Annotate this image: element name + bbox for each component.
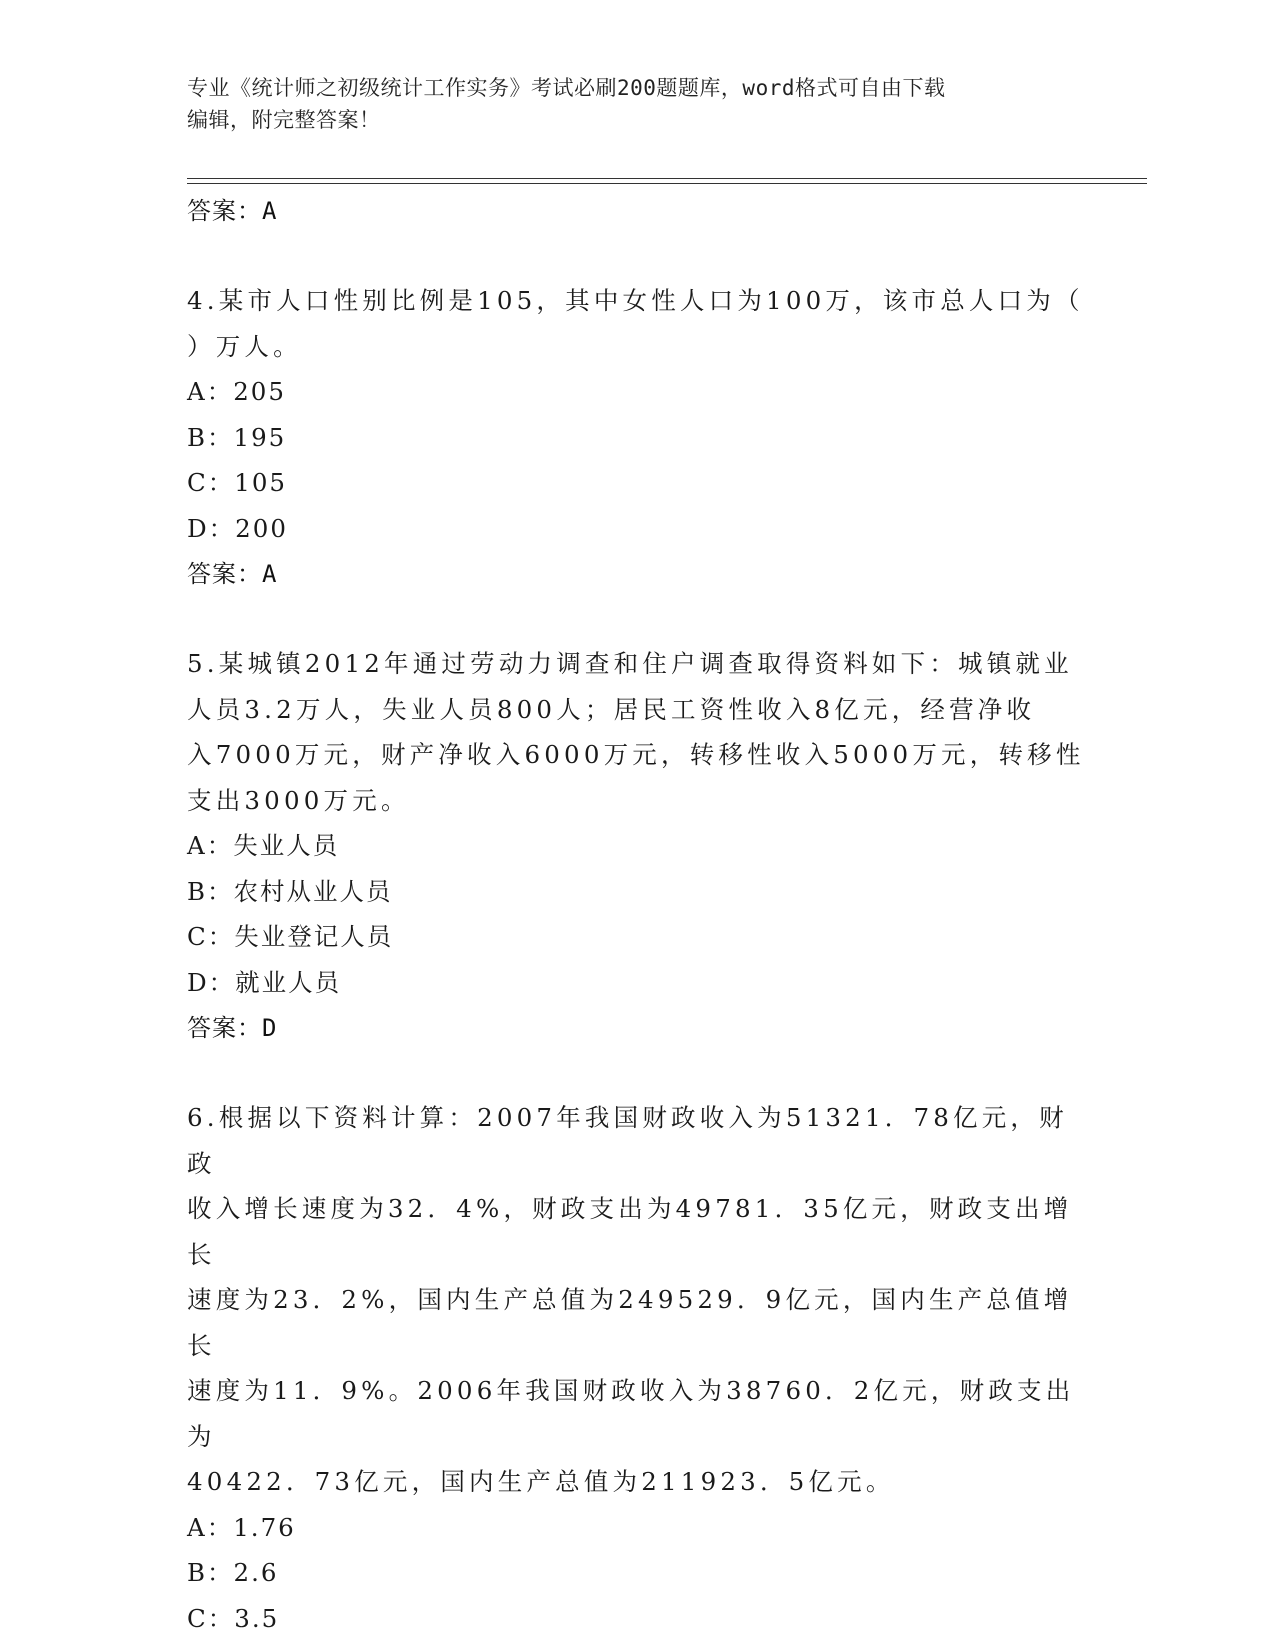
question-stem-line: 4.某市人口性别比例是105，其中女性人口为100万，该市总人口为（: [187, 286, 1084, 315]
option-c: C：105: [187, 468, 288, 497]
question-stem-line: 入7000万元，财产净收入6000万元，转移性收入5000万元，转移性: [187, 740, 1085, 769]
question-stem-line: 人员3.2万人，失业人员800人；居民工资性收入8亿元，经营净收: [187, 694, 1036, 724]
question-5: [187, 641, 1087, 1051]
header-divider-bottom: [187, 183, 1147, 184]
question-6: [187, 1095, 1087, 1641]
question-stem-line: 5.某城镇2012年通过劳动力调查和住户调查取得资料如下：城镇就业: [187, 649, 1073, 678]
spacer: [187, 234, 1087, 278]
option-c: C：3.5: [187, 1603, 280, 1633]
option-d: D：就业人员: [187, 967, 342, 997]
answer: 答案：D: [187, 1014, 278, 1042]
document-body: [187, 188, 1087, 1641]
question-stem-line: 速度为23．2%，国内生产总值为249529．9亿元，国内生产总值增长: [187, 1285, 1073, 1360]
option-b: B：2.6: [187, 1558, 279, 1587]
option-a: A：205: [187, 377, 286, 406]
question-stem-line: 收入增长速度为32．4%，财政支出为49781．35亿元，财政支出增长: [187, 1194, 1073, 1269]
question-stem-line: ）万人。: [187, 331, 302, 361]
header-divider-top: [187, 178, 1147, 179]
question-stem-line: 6.根据以下资料计算：2007年我国财政收入为51321．78亿元，财政: [187, 1103, 1068, 1178]
option-c: C：失业登记人员: [187, 922, 394, 951]
answer: 答案：A: [187, 560, 278, 588]
option-b: B：农村从业人员: [187, 876, 393, 906]
option-b: B：195: [187, 422, 287, 452]
option-a: A：1.76: [187, 1512, 296, 1542]
document-header: [187, 72, 1087, 136]
previous-answer: 答案：A: [187, 197, 278, 225]
option-d: D：200: [187, 513, 288, 543]
question-stem-line: 40422．73亿元，国内生产总值为211923．5亿元。: [187, 1467, 895, 1496]
spacer: [187, 1051, 1087, 1095]
question-stem-line: 支出3000万元。: [187, 785, 410, 815]
header-line-1: 专业《统计师之初级统计工作实务》考试必刷200题题库，word格式可自由下载: [187, 76, 946, 100]
question-4: [187, 278, 1087, 597]
option-a: A：失业人员: [187, 831, 340, 860]
question-stem-line: 速度为11．9%。2006年我国财政收入为38760．2亿元，财政支出为: [187, 1376, 1075, 1451]
spacer: [187, 597, 1087, 641]
header-line-2: 编辑，附完整答案！: [187, 108, 381, 132]
